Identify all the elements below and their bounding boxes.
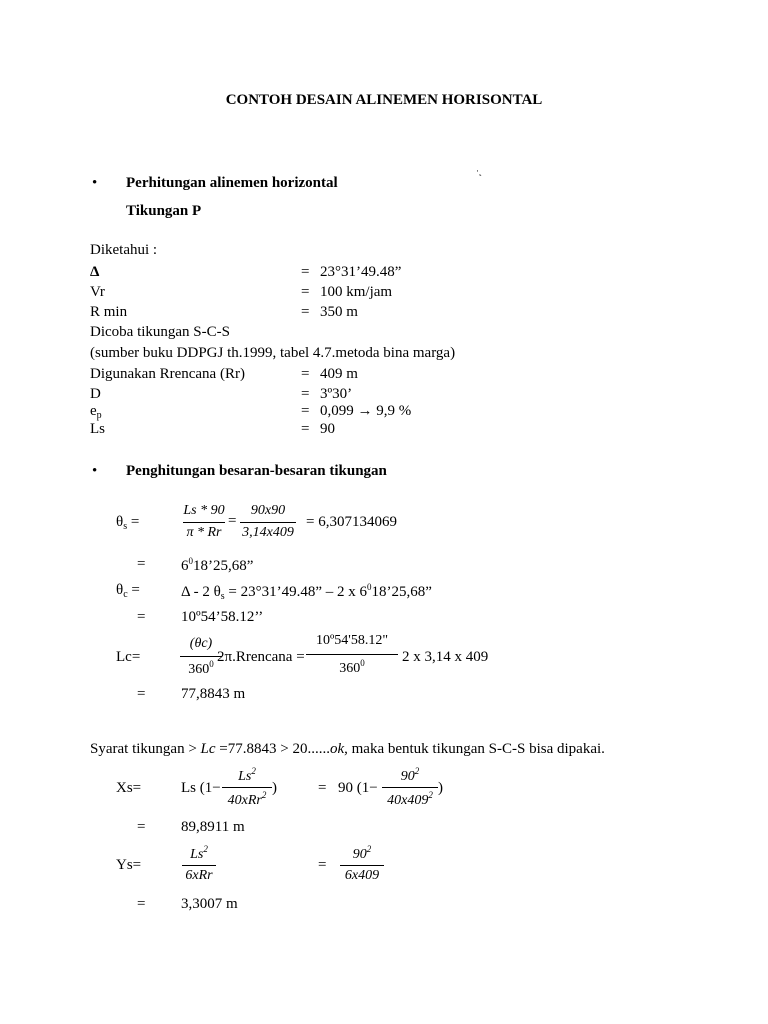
row-ep-eq: = (301, 403, 310, 419)
ys-label: Ys= (116, 857, 142, 873)
xs-pre: Ls (1− (181, 780, 221, 796)
row-ep-label (90, 403, 102, 421)
ys-frac1-den: 6xRr (185, 868, 213, 883)
xs-frac1-den-base: 40xRr (227, 793, 262, 808)
known-label: Diketahui : (90, 242, 158, 258)
row-ep-label-main: e (90, 403, 97, 419)
row-rmin-label: R min (90, 304, 128, 320)
theta-s-eq: = (127, 514, 140, 530)
row-source: (sumber buku DDPGJ th.1999, tabel 4.7.metoda bina marga) (90, 345, 456, 361)
bullet: • (92, 463, 98, 479)
row-ep-label-sub: p (96, 410, 102, 421)
theta-c-expr-sub: s (220, 591, 225, 602)
theta-s-eq2: = (228, 513, 237, 529)
ys-frac1-num (182, 844, 216, 863)
lc-result: 77,8843 m (181, 686, 246, 702)
bullet: • (92, 175, 98, 191)
row-d-value: 3º30’ (320, 386, 353, 402)
ys-frac1-num-base: Ls (190, 847, 204, 862)
fraction-line (306, 654, 398, 655)
xs-eq: = (318, 780, 327, 796)
page-title: CONTOH DESAIN ALINEMEN HORISONTAL (225, 92, 543, 108)
condition-mid: =77.8843 > 20...... (215, 741, 330, 757)
ys-eq2: = (137, 896, 146, 912)
row-ls-eq: = (301, 421, 310, 437)
xs-close2: ) (438, 780, 443, 796)
fraction-line (182, 865, 216, 866)
lc-frac1-den-sup: 0 (209, 659, 214, 669)
theta-s-deg-sup: 0 (188, 556, 193, 566)
condition-post: , maka bentuk tikungan S-C-S bisa dipakai. (344, 741, 605, 757)
xs-eq2: = (137, 819, 146, 835)
xs-frac2-num-sup: 2 (414, 766, 420, 776)
row-delta-value: 23°31’49.48” (320, 264, 402, 280)
theta-s-deg-post: 18’25,68” (193, 558, 254, 574)
row-rr-eq: = (301, 366, 310, 382)
section1-heading: Perhitungan alinemen horizontal (126, 175, 338, 191)
ys-frac2-num-base: 90 (352, 847, 367, 862)
row-ls-label: Ls (90, 421, 105, 437)
row-d-label: D (90, 386, 101, 402)
fraction-line (183, 522, 225, 523)
ys-frac2-num-sup: 2 (366, 844, 372, 854)
row-rmin-value: 350 m (320, 304, 358, 320)
xs-frac2-num-base: 90 (400, 769, 415, 784)
lc-frac1-den-base: 360 (188, 662, 210, 677)
lc-tail: 2 x 3,14 x 409 (402, 649, 489, 665)
xs-frac2-den-sup: 2 (428, 790, 433, 800)
theta-c-sub: c (123, 589, 128, 600)
theta-c-expression (181, 582, 432, 602)
ys-frac1-num-sup: 2 (203, 844, 208, 854)
xs-frac2-num (382, 766, 438, 785)
xs-pre2: 90 (1− (338, 780, 378, 796)
ys-eq: = (318, 857, 327, 873)
fraction-line (340, 865, 384, 866)
xs-label: Xs= (116, 780, 142, 796)
xs-frac1-num-sup: 2 (251, 766, 256, 776)
row-rr-value: 409 m (320, 366, 358, 382)
row-rr-label: Digunakan Rrencana (Rr) (90, 366, 245, 382)
lc-frac1-den (180, 659, 222, 678)
lc-frac2-den-base: 360 (339, 661, 361, 676)
lc-frac2-num: 10º54'58.12" (315, 633, 389, 648)
row-rmin-eq: = (301, 304, 310, 320)
xs-frac2-den-base: 40x409 (387, 793, 429, 808)
ys-frac2-den: 6x409 (344, 868, 380, 883)
theta-c-result: 10º54’58.12’’ (181, 609, 264, 625)
theta-s-frac1-den: π * Rr (186, 525, 222, 540)
theta-c-symbol: θ (116, 582, 124, 598)
xs-frac1-den (222, 790, 272, 809)
theta-s-label (116, 514, 139, 532)
xs-frac1-num (222, 766, 272, 785)
theta-s-frac1-num: Ls * 90 (183, 503, 225, 518)
row-vr-eq: = (301, 284, 310, 300)
xs-close: ) (272, 780, 277, 796)
fraction-line (240, 522, 296, 523)
fraction-line (222, 787, 272, 788)
theta-c-label (116, 582, 140, 600)
lc-frac1-num: (θc) (189, 636, 213, 651)
theta-s-frac2-den: 3,14x409 (242, 525, 294, 540)
section2-heading: Penghitungan besaran-besaran tikungan (126, 463, 387, 479)
row-delta-eq: = (301, 264, 310, 280)
stray-mark: ·˛ (476, 166, 482, 176)
xs-frac1-num-base: Ls (238, 769, 252, 784)
theta-s-result: = 6,307134069 (306, 514, 397, 530)
section1-subheading: Tikungan P (126, 203, 202, 219)
row-trial: Dicoba tikungan S-C-S (90, 324, 230, 340)
ys-frac2-num (340, 844, 384, 863)
condition-pre: Syarat tikungan > (90, 741, 201, 757)
theta-c-expr-a: Δ - 2 θ (181, 584, 221, 600)
theta-s-frac2-num: 90x90 (250, 503, 286, 518)
lc-label: Lc= (116, 649, 141, 665)
xs-frac2-den (382, 790, 438, 809)
theta-c-expr-c: 18’25,68” (371, 584, 432, 600)
lc-mid: 2π.Rrencana = (217, 649, 305, 665)
lc-eq2: = (137, 686, 146, 702)
condition-lc: Lc (200, 741, 216, 757)
theta-s-symbol: θ (116, 514, 124, 530)
fraction-line (382, 787, 438, 788)
row-d-eq: = (301, 386, 310, 402)
row-ep-value: 0,099 → 9,9 % (320, 403, 412, 419)
row-ls-value: 90 (320, 421, 335, 437)
theta-s-deg-pre: 6 (181, 558, 189, 574)
row-vr-label: Vr (90, 284, 105, 300)
ys-result: 3,3007 m (181, 896, 238, 912)
theta-c-expr-b: = 23°31’49.48” – 2 x 6 (224, 584, 368, 600)
fraction-line (180, 656, 222, 657)
theta-c-eq: = (127, 582, 140, 598)
theta-c-expr-sup: 0 (367, 582, 372, 592)
xs-result: 89,8911 m (181, 819, 245, 835)
xs-frac1-den-sup: 2 (261, 790, 267, 800)
lc-frac2-den (306, 658, 398, 677)
row-vr-value: 100 km/jam (320, 284, 393, 300)
condition-ok: ok (329, 741, 345, 757)
theta-s-deg-result (181, 556, 253, 575)
lc-frac2-den-sup: 0 (360, 658, 365, 668)
theta-s-eq3: = (137, 556, 146, 572)
row-delta-label: Δ (90, 264, 100, 280)
theta-s-sub: s (123, 521, 128, 532)
condition-text (90, 741, 605, 758)
theta-c-eq2: = (137, 609, 146, 625)
